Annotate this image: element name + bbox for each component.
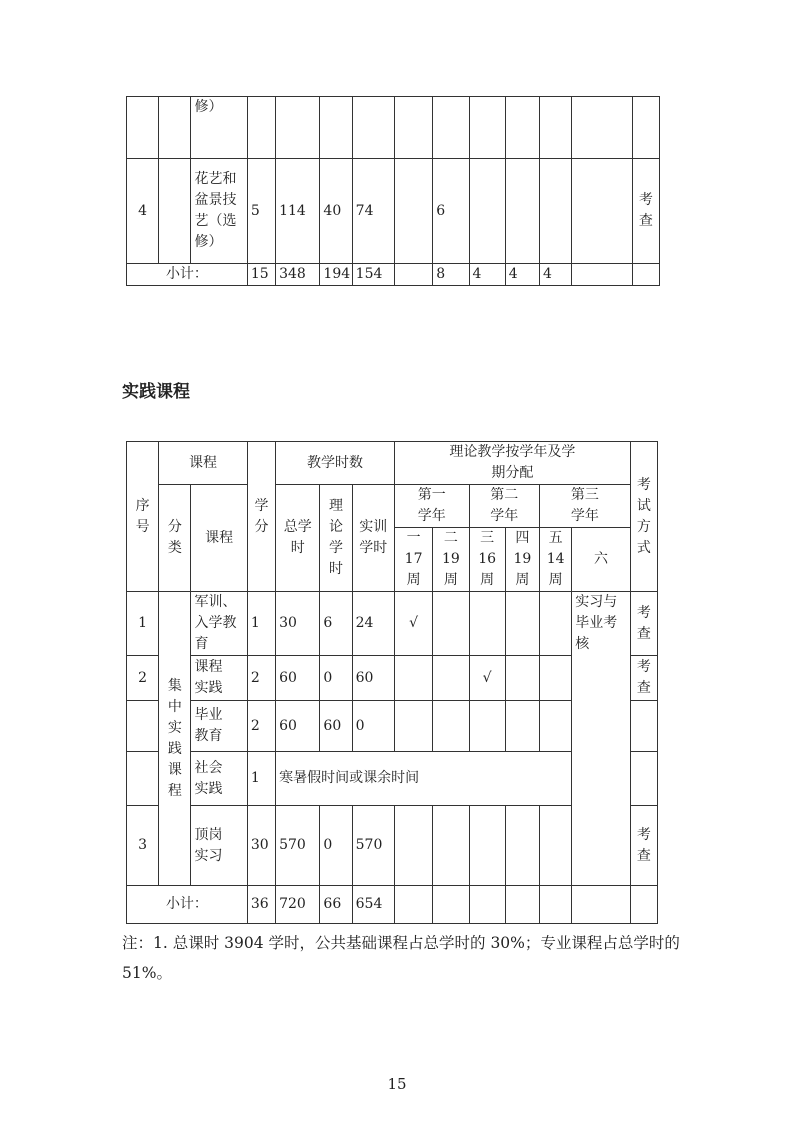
credit: 36: [247, 886, 275, 924]
header-year-2: 第二学年: [490, 487, 519, 524]
section-title: 实践课程: [122, 382, 190, 402]
credit: 5: [247, 159, 275, 264]
credit: 2: [247, 701, 275, 752]
course-name: 军训、入学教育: [194, 594, 237, 652]
header-practice: 实训学时: [359, 519, 388, 556]
subtotal-row: [127, 886, 658, 924]
practice-hours: 24: [352, 592, 394, 656]
header-sem-4: 四19周: [513, 530, 532, 588]
footnote: 注：1. 总课时 3904 学时，公共基础课程占总学时的 30%；专业课程占总学时的 51%。: [122, 934, 680, 982]
header-sem-5: 五14周: [546, 530, 565, 588]
header-hours-group: 教学时数: [276, 442, 395, 485]
header-year-1: 第一学年: [417, 487, 446, 524]
subtotal-label: 小计：: [127, 264, 248, 286]
category-label: 集中实践课程: [167, 677, 182, 799]
header-exam: 考试方式: [636, 476, 651, 556]
exam-method: 考查: [638, 192, 653, 229]
total-hours: 114: [276, 159, 320, 264]
header-theory: 理论学时: [329, 498, 344, 577]
practice-course-table: [126, 441, 658, 924]
total-hours: 570: [276, 806, 320, 886]
semester-2-hours: 8: [433, 264, 469, 286]
row-number: 2: [127, 656, 159, 701]
header-credit: 学分: [254, 497, 269, 535]
subtotal-row: [127, 264, 660, 286]
credit: 30: [247, 806, 275, 886]
practice-hours: 74: [352, 159, 394, 264]
practice-hours: 570: [352, 806, 394, 886]
subtotal-label: 小计：: [127, 886, 248, 924]
header-total: 总学时: [283, 519, 312, 556]
header-year-3: 第三学年: [570, 487, 599, 524]
course-name: 课程实践: [194, 659, 223, 696]
page-number: 15: [387, 1075, 407, 1093]
credit: 15: [247, 264, 275, 286]
merged-time-note: 寒暑假时间或课余时间: [276, 752, 572, 806]
header-sem-6: 六: [572, 528, 630, 592]
total-hours: 30: [276, 592, 320, 656]
semester-2-hours: 6: [433, 159, 469, 264]
practice-hours: 154: [352, 264, 394, 286]
total-hours: 60: [276, 656, 320, 701]
exam-method: 考查: [636, 659, 651, 696]
course-name: 社会实践: [194, 759, 223, 797]
theory-hours: 0: [320, 656, 352, 701]
practice-hours: 60: [352, 656, 394, 701]
total-hours: 60: [276, 701, 320, 752]
semester-4-hours: 4: [505, 264, 539, 286]
row-number: 1: [127, 592, 159, 656]
practice-hours: 0: [352, 701, 394, 752]
header-course-group: 课程: [159, 442, 248, 485]
table-row: [127, 159, 660, 264]
header-distribution: 理论教学按学年及学期分配: [449, 444, 576, 481]
course-name: 毕业教育: [194, 707, 223, 744]
header-sem-3: 三16周: [478, 530, 497, 588]
row-number: 4: [127, 159, 159, 264]
practice-hours: 654: [352, 886, 394, 924]
course-name: 花艺和盆景技艺（选修）: [194, 171, 237, 250]
header-category: 分类: [167, 519, 182, 556]
table-row: [127, 97, 660, 159]
header-no: 序号: [135, 497, 150, 535]
header-sem-2: 二19周: [441, 530, 460, 588]
total-hours: 720: [276, 886, 320, 924]
theory-hours: 0: [320, 806, 352, 886]
check-mark: √: [394, 592, 432, 656]
theory-hours: 40: [320, 159, 352, 264]
semester-5-hours: 4: [540, 264, 572, 286]
check-mark: √: [469, 656, 505, 701]
theory-hours: 66: [320, 886, 352, 924]
row-number: 3: [127, 806, 159, 886]
semester-3-hours: 4: [469, 264, 505, 286]
header-sem-1: 一17周: [404, 530, 423, 588]
credit: 2: [247, 656, 275, 701]
credit: 1: [247, 592, 275, 656]
exam-method: 考查: [636, 604, 651, 642]
semester-6-note: 实习与毕业考核: [575, 594, 618, 652]
exam-method: 考查: [636, 826, 651, 864]
course-name: 修）: [194, 99, 223, 115]
theory-hours: 60: [320, 701, 352, 752]
theory-hours: 6: [320, 592, 352, 656]
course-table-continued: [126, 96, 660, 286]
total-hours: 348: [276, 264, 320, 286]
header-course: 课程: [191, 485, 247, 592]
table-row: [127, 592, 658, 656]
theory-hours: 194: [320, 264, 352, 286]
credit: 1: [247, 752, 275, 806]
course-name: 顶岗实习: [194, 826, 223, 864]
